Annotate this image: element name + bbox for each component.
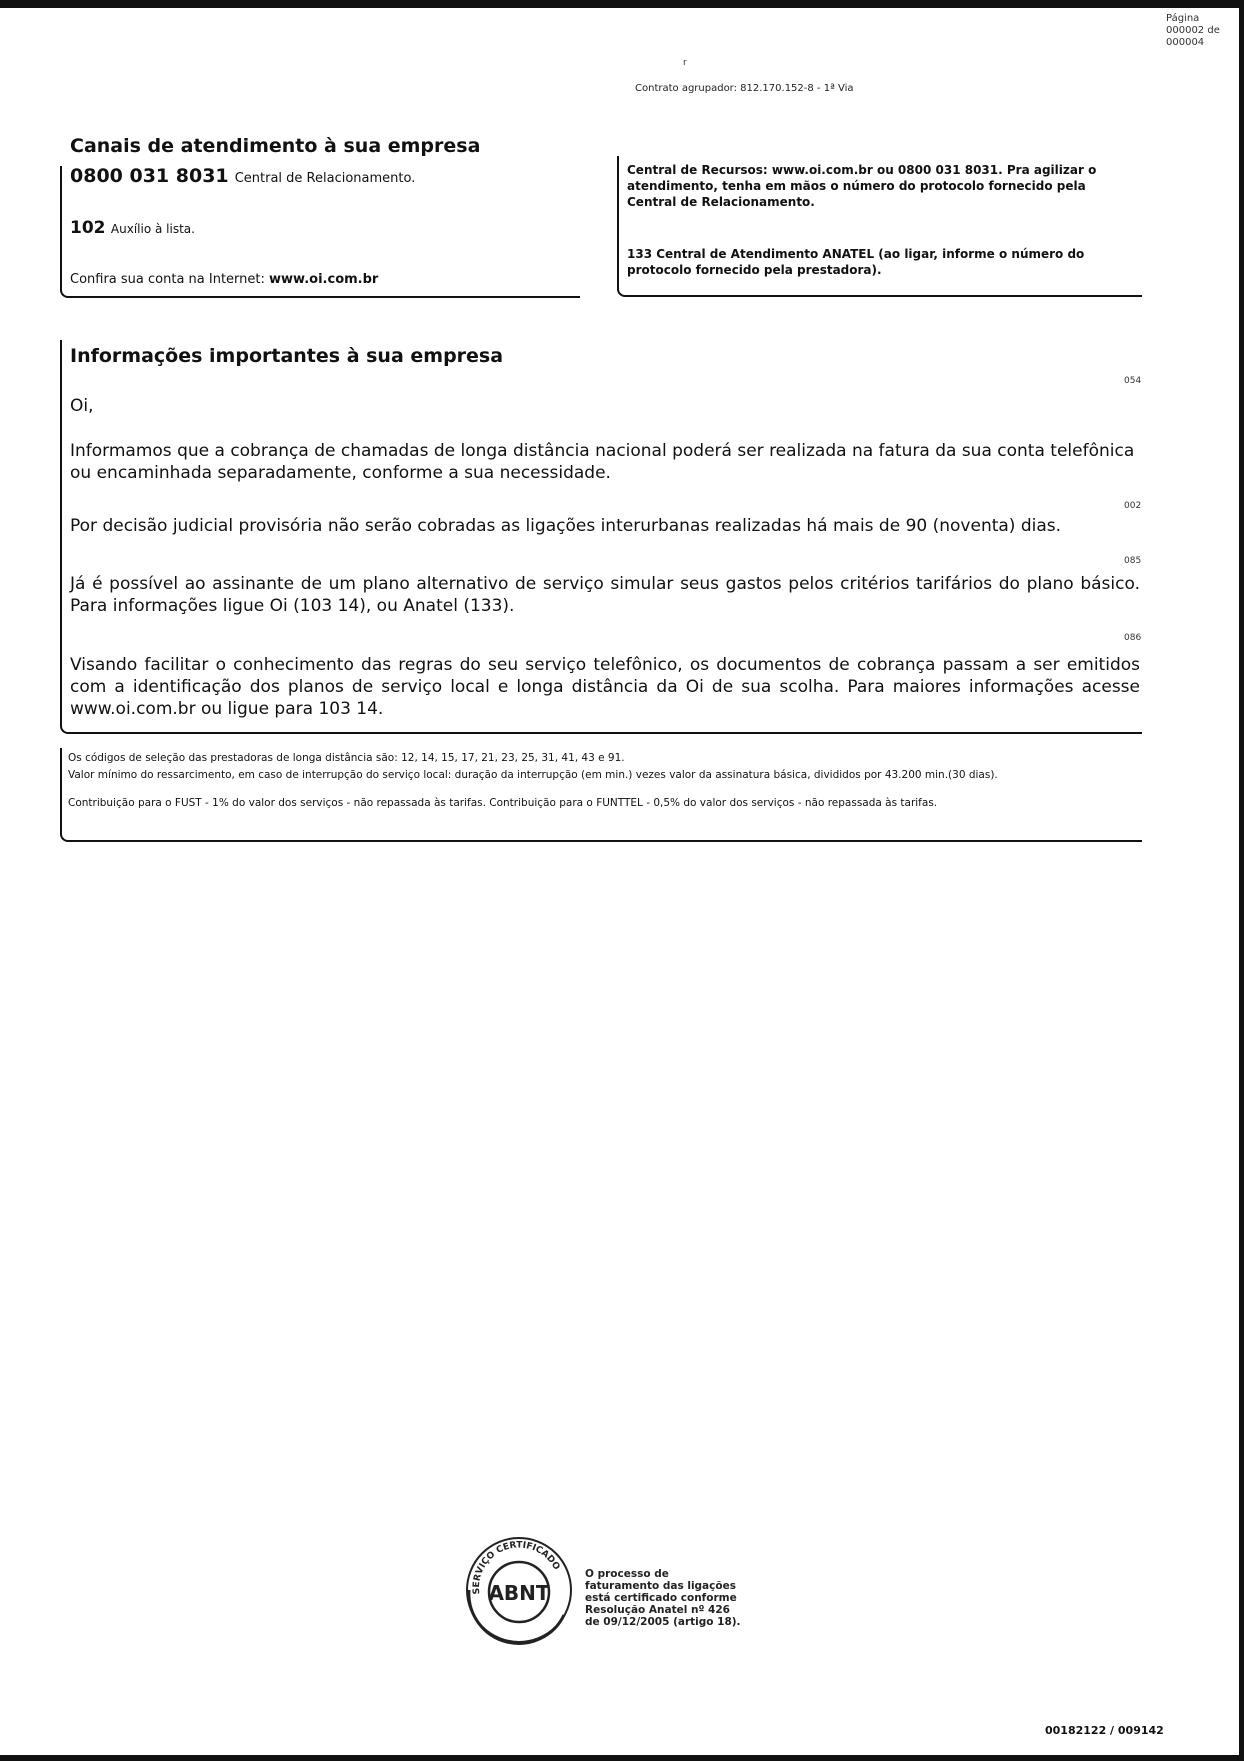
info-paragraph: Já é possível ao assinante de um plano alternativo de serviço simular seus gastos pelos critérios tarifários do plano básico. Para informações ligue Oi (103 14), ou Anatel (133). xyxy=(70,574,1140,616)
bottom-border xyxy=(0,1755,1244,1761)
contract-line: Contrato agrupador: 812.170.152-8 - 1ª Via xyxy=(635,83,854,94)
web-url[interactable]: www.oi.com.br xyxy=(269,272,379,287)
info-title: Informações importantes à sua empresa xyxy=(70,345,504,367)
resources-text: Central de Recursos: www.oi.com.br ou 0800 031 8031. Pra agilizar o atendimento, tenha em mãos o número do protocolo fornecido pela Central de Relacionamento. xyxy=(627,163,1097,209)
seal-logo: ABNT xyxy=(488,1581,550,1605)
abnt-seal-icon xyxy=(459,1530,579,1650)
fine-print-line: Valor mínimo do ressarcimento, em caso de interrupção do serviço local: duração da interrupção (em min.) vezes valor da assinatura básica, divididos por 43.200 min.(30 dias). xyxy=(68,769,998,781)
fine-print-line: Contribuição para o FUST - 1% do valor dos serviços - não repassada às tarifas. Contribuição para o FUNTTEL - 0,5% do valor dos serviços - não repassada às tarifas. xyxy=(68,797,938,809)
message-code: 054 xyxy=(1124,376,1142,386)
info-paragraph: Por decisão judicial provisória não serão cobradas as ligações interurbanas realizadas há mais de 90 (noventa) dias. xyxy=(70,516,1062,536)
page-current: 000002 de xyxy=(1166,25,1220,36)
info-paragraph: Informamos que a cobrança de chamadas de longa distância nacional poderá ser realizada na fatura da sua conta telefônica ou encaminhada separadamente, conforme a sua necessidade. xyxy=(70,441,1135,483)
phone-desc: Central de Relacionamento. xyxy=(234,171,416,186)
list-number: 102 xyxy=(70,218,106,238)
anatel-text: 133 Central de Atendimento ANATEL (ao ligar, informe o número do protocolo fornecido pela prestadora). xyxy=(627,247,1085,277)
web-prefix: Confira sua conta na Internet: xyxy=(70,272,265,287)
phone-number: 0800 031 8031 xyxy=(70,165,229,187)
document-id: 00182122 / 009142 xyxy=(1045,1724,1164,1737)
message-code: 002 xyxy=(1124,501,1142,511)
page-total: 000004 xyxy=(1166,37,1205,48)
info-paragraph: Visando facilitar o conhecimento das regras do seu serviço telefônico, os documentos de cobrança passam a ser emitidos com a identificação dos planos de serviço local e longa distância da Oi de sua scolha. Para maiores informações acesse www.oi.com.br ou ligue para 103 14. xyxy=(70,655,1140,719)
channels-title: Canais de atendimento à sua empresa xyxy=(70,135,481,157)
top-border xyxy=(0,0,1244,8)
fine-print-line: Os códigos de seleção das prestadoras de longa distância são: 12, 14, 15, 17, 21, 23, 25, 31, 41, 43 e 91. xyxy=(68,752,625,764)
seal-arc-text: SERVIÇO CERTIFICADO xyxy=(471,1540,562,1595)
list-channel xyxy=(70,218,195,238)
web-channel xyxy=(70,272,378,287)
tick-mark: r xyxy=(683,58,687,68)
greeting: Oi, xyxy=(70,396,94,416)
page-indicator xyxy=(1166,13,1220,49)
message-code: 086 xyxy=(1124,633,1142,643)
message-code: 085 xyxy=(1124,556,1142,566)
right-border xyxy=(1239,0,1244,1761)
certification-caption: O processo de faturamento das ligações está certificado conforme Resolução Anatel nº 426 de 09/12/2005 (artigo 18). xyxy=(585,1568,741,1628)
list-desc: Auxílio à lista. xyxy=(110,222,195,236)
phone-channel xyxy=(70,165,415,187)
page-label: Página xyxy=(1166,13,1200,24)
